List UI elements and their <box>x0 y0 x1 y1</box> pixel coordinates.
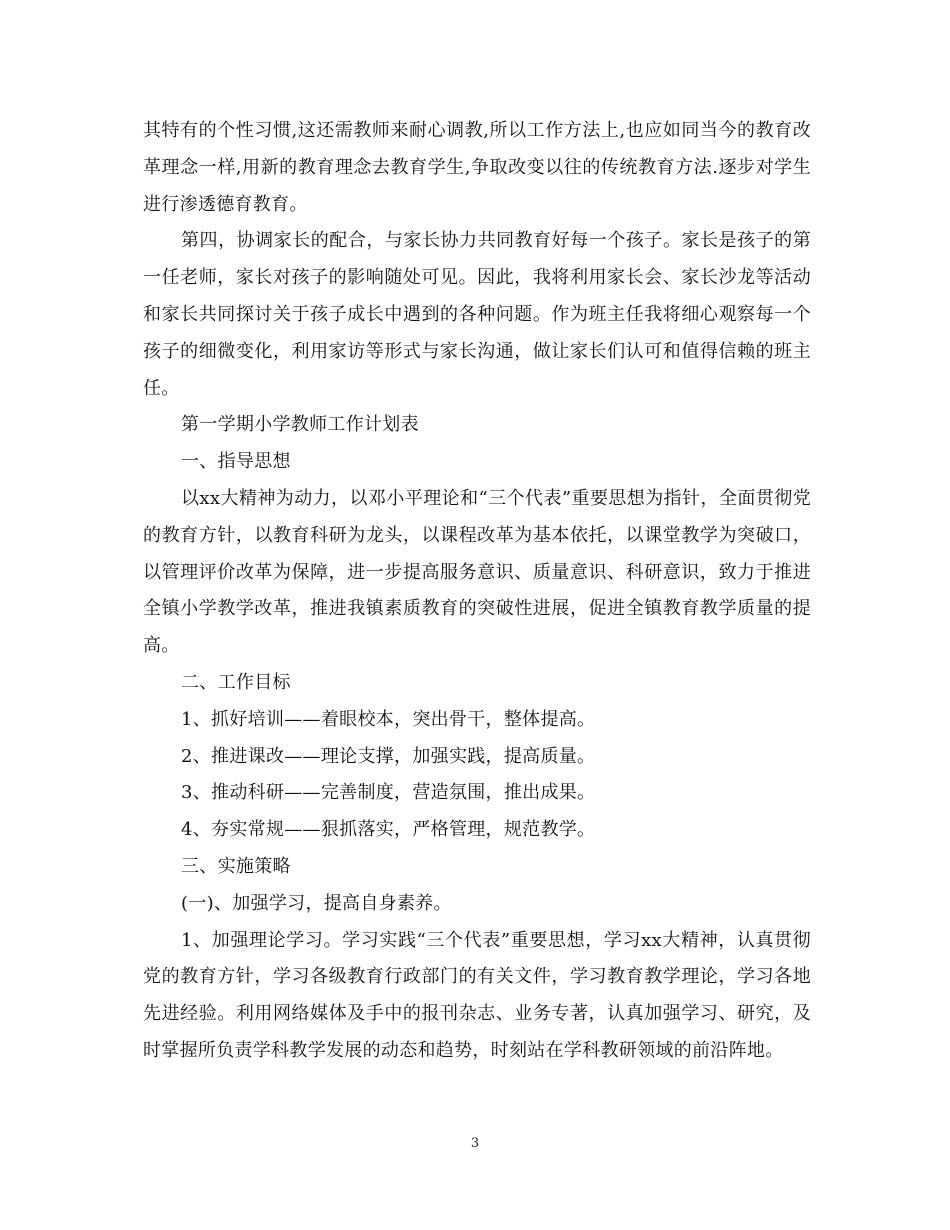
plan-title: 第一学期小学教师工作计划表 <box>181 414 419 436</box>
paragraph-1: 其特有的个性习惯,这还需教师来耐心调教,所以工作方法上,也应如同当今的教育改革理念一样,用新的教育理念去教育学生,争取改变以往的传统教育方法.逐步对学生进行渗透德育教育。 <box>143 120 811 215</box>
section-heading-3: 三、实施策略 <box>181 855 291 877</box>
goal-item-3: 3、推动科研——完善制度，营造氛围，推出成果。 <box>181 782 596 804</box>
goal-item-4: 4、夯实常规——狠抓落实，严格管理，规范教学。 <box>181 819 596 841</box>
paragraph-3: 以xx大精神为动力，以邓小平理论和“三个代表”重要思想为指针，全面贯彻党的教育方针，以教育科研为龙头，以课程改革为基本依托，以课堂教学为突破口，以管理评价改革为保障，进一步提高服务意识、质量意识、科研意识，致力于推进全镇小学教学改革，推进我镇素质教育的突破性进展，促进全镇教育教学质量的提高。 <box>143 487 811 657</box>
goal-item-2: 2、推进课改——理论支撑，加强实践，提高质量。 <box>181 745 596 767</box>
paragraph-4: 1、加强理论学习。学习实践“三个代表”重要思想，学习xx大精神，认真贯彻党的教育方针，学习各级教育行政部门的有关文件，学习教育教学理论，学习各地先进经验。利用网络媒体及手中的报刊杂志、业务专著，认真加强学习、研究，及时掌握所负责学科教学发展的动态和趋势，时刻站在学科教研领域的前沿阵地。 <box>143 929 811 1061</box>
subsection-heading-1: (一)、加强学习，提高自身素养。 <box>181 892 452 914</box>
paragraph-2: 第四，协调家长的配合，与家长协力共同教育好每一个孩子。家长是孩子的第一任老师，家长对孩子的影响随处可见。因此，我将利用家长会、家长沙龙等活动和家长共同探讨关于孩子成长中遇到的各种问题。作为班主任我将细心观察每一个孩子的细微变化，利用家访等形式与家长沟通，做让家长们认可和值得信赖的班主任。 <box>143 230 811 399</box>
goal-item-1: 1、抓好培训——着眼校本，突出骨干，整体提高。 <box>181 708 596 730</box>
section-heading-2: 二、工作目标 <box>181 671 291 693</box>
section-heading-1: 一、指导思想 <box>181 451 291 473</box>
page-number: 3 <box>470 1136 480 1151</box>
document-body <box>143 113 811 1070</box>
